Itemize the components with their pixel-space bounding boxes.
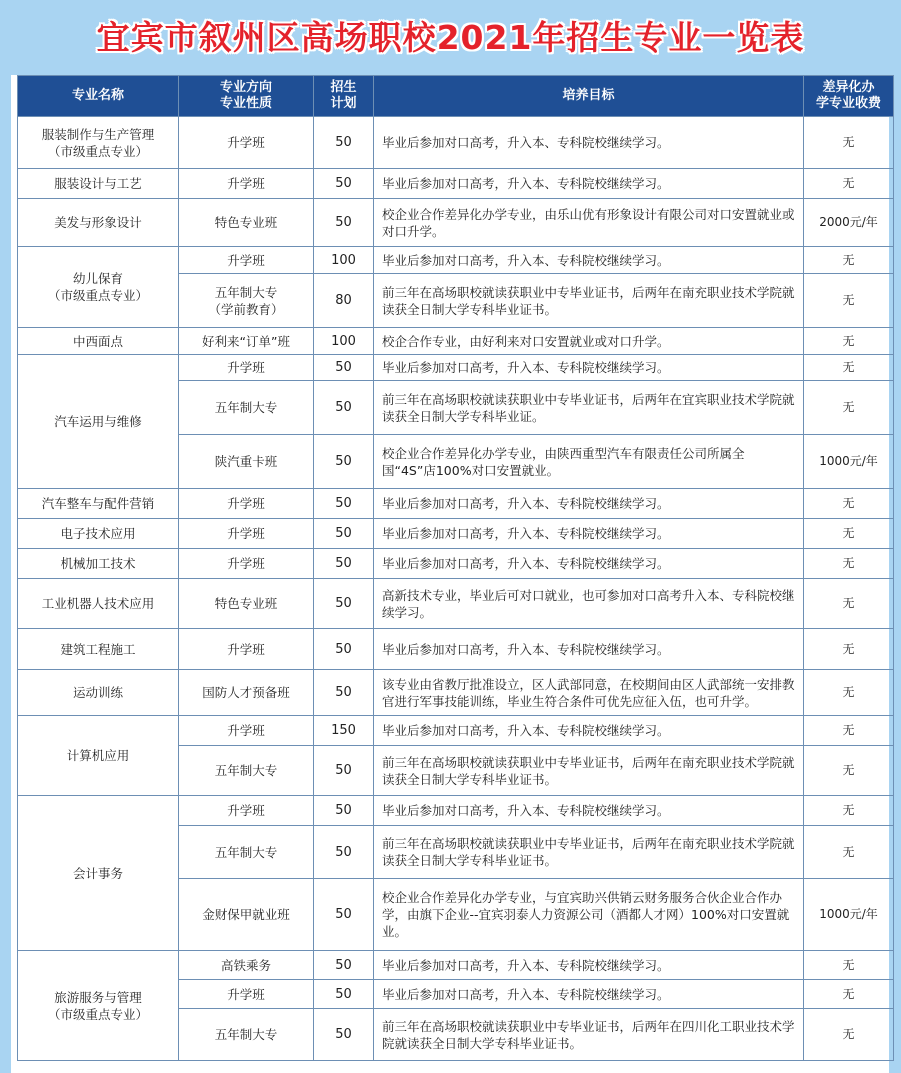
table-row <box>18 355 894 381</box>
goal-cell: 前三年在高场职校就读获职业中专毕业证书，后两年在南充职业技术学院就读获全日制大学专科毕业证书。 <box>374 274 804 328</box>
fee-cell: 无 <box>804 274 894 328</box>
direction-label: 升学班 <box>227 135 265 150</box>
direction-cell <box>179 826 314 879</box>
plan-cell: 50 <box>314 579 374 629</box>
fee-cell: 无 <box>804 951 894 980</box>
major-name-cell <box>18 716 179 796</box>
direction-cell <box>179 879 314 951</box>
direction-cell <box>179 629 314 670</box>
fee-cell: 无 <box>804 670 894 716</box>
fee-cell: 无 <box>804 716 894 746</box>
direction-label: 升学班 <box>227 803 265 818</box>
major-name-cell <box>18 117 179 169</box>
direction-cell <box>179 716 314 746</box>
goal-cell: 毕业后参加对口高考，升入本、专科院校继续学习。 <box>374 169 804 199</box>
major-name: 计算机应用 <box>66 748 130 763</box>
goal-cell: 毕业后参加对口高考，升入本、专科院校继续学习。 <box>374 796 804 826</box>
major-name: 汽车运用与维修 <box>54 414 142 429</box>
goal-cell: 毕业后参加对口高考，升入本、专科院校继续学习。 <box>374 247 804 274</box>
direction-cell <box>179 435 314 489</box>
fee-cell: 无 <box>804 579 894 629</box>
table-row <box>18 489 894 519</box>
major-name-cell <box>18 670 179 716</box>
major-name-cell <box>18 247 179 328</box>
enrollment-table <box>17 75 894 1061</box>
goal-cell: 毕业后参加对口高考，升入本、专科院校继续学习。 <box>374 980 804 1009</box>
plan-cell: 50 <box>314 549 374 579</box>
plan-cell: 50 <box>314 435 374 489</box>
fee-cell: 无 <box>804 381 894 435</box>
direction-label: 升学班 <box>227 723 265 738</box>
table-row <box>18 951 894 980</box>
major-name-cell <box>18 579 179 629</box>
table-body <box>18 117 894 1061</box>
plan-cell: 150 <box>314 716 374 746</box>
major-note: （市级重点专业） <box>47 288 148 303</box>
direction-label: 金财保甲就业班 <box>202 907 290 922</box>
major-name: 运动训练 <box>72 685 123 700</box>
header-direction: 专业方向 专业性质 <box>179 76 314 117</box>
plan-cell: 50 <box>314 826 374 879</box>
major-name-cell <box>18 549 179 579</box>
direction-label: 五年制大专 <box>214 763 278 778</box>
table-row <box>18 796 894 826</box>
header-fee: 差异化办 学专业收费 <box>804 76 894 117</box>
major-note: （市级重点专业） <box>47 1006 148 1022</box>
plan-cell: 50 <box>314 629 374 670</box>
plan-cell: 50 <box>314 980 374 1009</box>
fee-cell: 无 <box>804 549 894 579</box>
plan-cell: 50 <box>314 381 374 435</box>
major-name-cell <box>18 519 179 549</box>
direction-label: 陕汽重卡班 <box>214 454 278 469</box>
direction-note: （学前教育） <box>208 301 284 317</box>
table-header-row <box>18 76 894 117</box>
table-row <box>18 549 894 579</box>
plan-cell: 50 <box>314 796 374 826</box>
fee-cell: 无 <box>804 1009 894 1061</box>
direction-cell <box>179 951 314 980</box>
major-name-cell <box>18 169 179 199</box>
major-name: 幼儿保育 <box>72 271 123 286</box>
major-name: 会计事务 <box>72 865 123 881</box>
plan-cell: 50 <box>314 746 374 796</box>
direction-label: 升学班 <box>227 556 265 571</box>
major-name: 中西面点 <box>72 333 123 349</box>
fee-cell: 1000元/年 <box>804 435 894 489</box>
table-row <box>18 247 894 274</box>
plan-cell: 100 <box>314 247 374 274</box>
plan-cell: 50 <box>314 951 374 980</box>
plan-cell: 50 <box>314 489 374 519</box>
direction-label: 高铁乘务 <box>220 957 271 973</box>
direction-cell <box>179 746 314 796</box>
direction-cell <box>179 274 314 328</box>
table-row <box>18 629 894 670</box>
major-name-cell <box>18 796 179 951</box>
direction-cell <box>179 355 314 381</box>
header-plan: 招生 计划 <box>314 76 374 117</box>
enrollment-sheet <box>11 75 889 1073</box>
fee-cell: 无 <box>804 519 894 549</box>
goal-cell: 前三年在高场职校就读获职业中专毕业证书，后两年在宜宾职业技术学院就读获全日制大学专科毕业证。 <box>374 381 804 435</box>
major-name-cell <box>18 199 179 247</box>
direction-cell <box>179 381 314 435</box>
fee-cell: 无 <box>804 117 894 169</box>
fee-cell: 无 <box>804 328 894 355</box>
plan-cell: 50 <box>314 519 374 549</box>
fee-cell: 无 <box>804 169 894 199</box>
major-name-cell <box>18 355 179 489</box>
goal-cell: 校企合作专业，由好利来对口安置就业或对口升学。 <box>374 328 804 355</box>
major-name-cell <box>18 328 179 355</box>
goal-cell: 毕业后参加对口高考，升入本、专科院校继续学习。 <box>374 489 804 519</box>
major-name: 服装制作与生产管理 <box>41 126 155 142</box>
table-row <box>18 519 894 549</box>
direction-label: 特色专业班 <box>214 596 278 611</box>
table-row <box>18 117 894 169</box>
direction-label: 升学班 <box>227 176 265 191</box>
major-name-cell <box>18 489 179 519</box>
goal-cell: 前三年在高场职校就读获职业中专毕业证书，后两年在四川化工职业技术学院就读获全日制大学专科毕业证书。 <box>374 1009 804 1061</box>
goal-cell: 校企业合作差异化办学专业，由乐山优有形象设计有限公司对口安置就业或对口升学。 <box>374 199 804 247</box>
direction-cell <box>179 519 314 549</box>
fee-cell: 1000元/年 <box>804 879 894 951</box>
goal-cell: 毕业后参加对口高考，升入本、专科院校继续学习。 <box>374 951 804 980</box>
plan-cell: 50 <box>314 199 374 247</box>
plan-cell: 50 <box>314 1009 374 1061</box>
table-row <box>18 199 894 247</box>
direction-label: 升学班 <box>227 986 265 1002</box>
direction-label: 升学班 <box>227 641 265 657</box>
direction-label: 升学班 <box>227 252 265 268</box>
direction-label: 升学班 <box>227 360 265 375</box>
major-name: 机械加工技术 <box>60 556 136 571</box>
direction-cell <box>179 489 314 519</box>
table-row <box>18 169 894 199</box>
direction-cell <box>179 579 314 629</box>
goal-cell: 前三年在高场职校就读获职业中专毕业证书，后两年在南充职业技术学院就读获全日制大学专科毕业证书。 <box>374 746 804 796</box>
direction-cell <box>179 247 314 274</box>
major-name-cell <box>18 629 179 670</box>
direction-cell <box>179 199 314 247</box>
fee-cell: 无 <box>804 355 894 381</box>
goal-cell: 毕业后参加对口高考，升入本、专科院校继续学习。 <box>374 629 804 670</box>
direction-cell <box>179 328 314 355</box>
fee-cell: 2000元/年 <box>804 199 894 247</box>
page-title: 宜宾市叙州区高场职校2021年招生专业一览表 <box>96 17 805 57</box>
direction-cell <box>179 796 314 826</box>
major-name: 美发与形象设计 <box>54 215 142 230</box>
fee-cell: 无 <box>804 980 894 1009</box>
major-name: 建筑工程施工 <box>60 641 136 657</box>
direction-label: 升学班 <box>227 496 265 511</box>
major-note: （市级重点专业） <box>47 143 148 159</box>
plan-cell: 50 <box>314 670 374 716</box>
direction-label: 特色专业班 <box>214 215 278 230</box>
major-name: 服装设计与工艺 <box>54 176 142 191</box>
table-row <box>18 670 894 716</box>
plan-cell: 80 <box>314 274 374 328</box>
goal-cell: 毕业后参加对口高考，升入本、专科院校继续学习。 <box>374 355 804 381</box>
plan-cell: 100 <box>314 328 374 355</box>
fee-cell: 无 <box>804 746 894 796</box>
direction-cell <box>179 980 314 1009</box>
goal-cell: 校企业合作差异化办学专业，与宜宾助兴供销云财务服务合伙企业合作办学，由旗下企业--宜宾羽泰人力资源公司（酒都人才网）100%对口安置就业。 <box>374 879 804 951</box>
direction-cell <box>179 549 314 579</box>
plan-cell: 50 <box>314 169 374 199</box>
table-row <box>18 579 894 629</box>
major-name: 电子技术应用 <box>60 526 136 541</box>
major-name: 工业机器人技术应用 <box>41 596 155 611</box>
direction-cell <box>179 169 314 199</box>
header-goal: 培养目标 <box>374 76 804 117</box>
direction-label: 五年制大专 <box>214 400 278 415</box>
direction-label: 五年制大专 <box>214 284 278 300</box>
goal-cell: 高新技术专业，毕业后可对口就业，也可参加对口高考升入本、专科院校继续学习。 <box>374 579 804 629</box>
direction-cell <box>179 117 314 169</box>
major-name: 旅游服务与管理 <box>54 989 142 1005</box>
plan-cell: 50 <box>314 879 374 951</box>
direction-label: 好利来“订单”班 <box>202 333 290 349</box>
direction-label: 五年制大专 <box>214 844 278 860</box>
fee-cell: 无 <box>804 247 894 274</box>
plan-cell: 50 <box>314 117 374 169</box>
direction-label: 升学班 <box>227 526 265 541</box>
major-name-cell <box>18 951 179 1061</box>
plan-cell: 50 <box>314 355 374 381</box>
goal-cell: 毕业后参加对口高考，升入本、专科院校继续学习。 <box>374 519 804 549</box>
table-row <box>18 328 894 355</box>
fee-cell: 无 <box>804 826 894 879</box>
goal-cell: 前三年在高场职校就读获职业中专毕业证书，后两年在南充职业技术学院就读获全日制大学专科毕业证书。 <box>374 826 804 879</box>
fee-cell: 无 <box>804 629 894 670</box>
goal-cell: 毕业后参加对口高考，升入本、专科院校继续学习。 <box>374 117 804 169</box>
direction-label: 五年制大专 <box>214 1027 278 1042</box>
goal-cell: 毕业后参加对口高考，升入本、专科院校继续学习。 <box>374 716 804 746</box>
fee-cell: 无 <box>804 796 894 826</box>
direction-label: 国防人才预备班 <box>202 685 290 700</box>
goal-cell: 毕业后参加对口高考，升入本、专科院校继续学习。 <box>374 549 804 579</box>
direction-cell <box>179 670 314 716</box>
fee-cell: 无 <box>804 489 894 519</box>
header-major: 专业名称 <box>18 76 179 117</box>
goal-cell: 该专业由省教厅批准设立，区人武部同意，在校期间由区人武部统一安排教官进行军事技能训练，毕业生符合条件可优先应征入伍，也可升学。 <box>374 670 804 716</box>
table-row <box>18 716 894 746</box>
goal-cell: 校企业合作差异化办学专业，由陕西重型汽车有限责任公司所属全国“4S”店100%对口安置就业。 <box>374 435 804 489</box>
major-name: 汽车整车与配件营销 <box>41 496 155 511</box>
direction-cell <box>179 1009 314 1061</box>
